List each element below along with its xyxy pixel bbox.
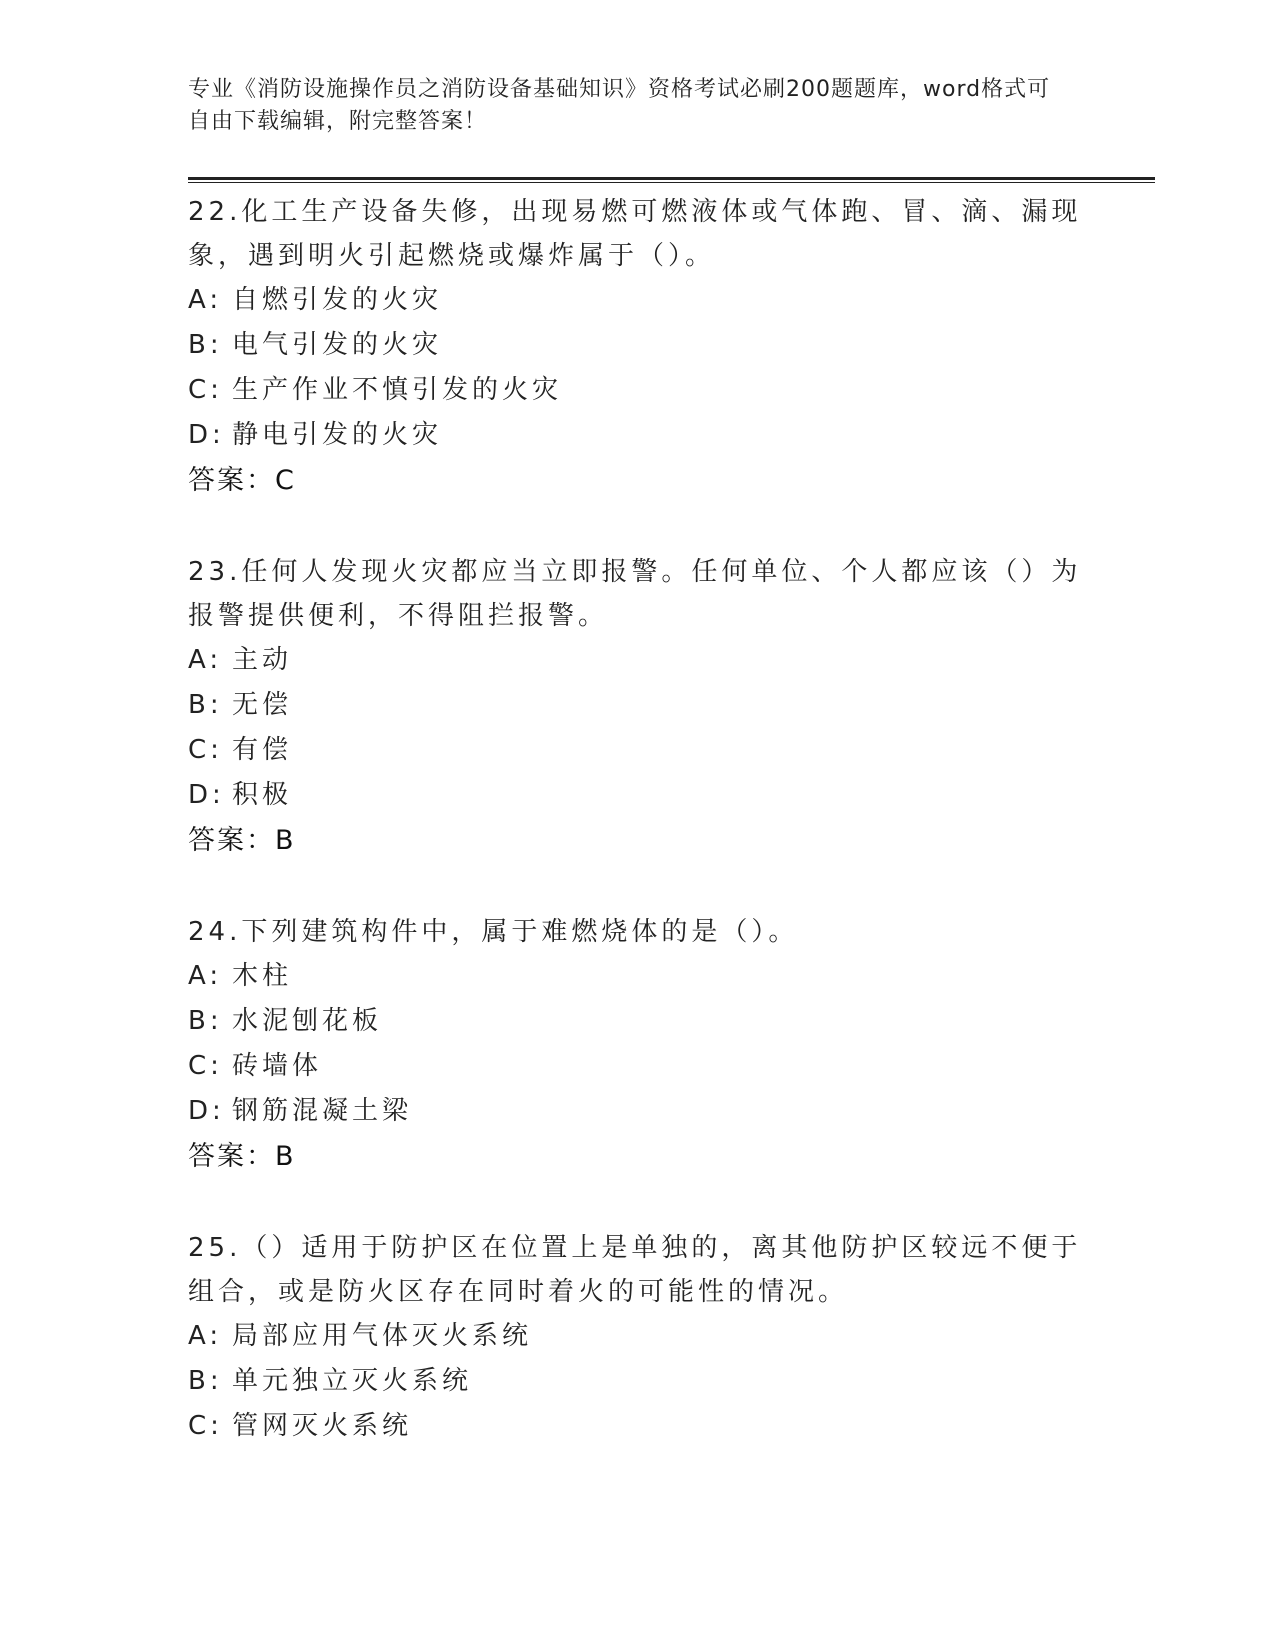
option-letter: A: — [188, 645, 223, 675]
option-letter: C: — [188, 375, 223, 405]
option-c — [188, 728, 1088, 773]
option-text: 单元独立灭火系统 — [232, 1366, 473, 1396]
option-d — [188, 773, 1088, 818]
question-stem: 23.任何人发现火灾都应当立即报警。任何单位、个人都应该（）为报警提供便利，不得阻拦报警。 — [188, 557, 1082, 631]
option-text: 有偿 — [232, 735, 293, 765]
question-stem: 22.化工生产设备失修，出现易燃可燃液体或气体跑、冒、滴、漏现象，遇到明火引起燃烧或爆炸属于（）。 — [188, 197, 1082, 271]
option-letter: D: — [188, 1096, 225, 1126]
header-rule-thin — [188, 182, 1155, 183]
option-text: 积极 — [232, 780, 293, 810]
option-text: 生产作业不慎引发的火灾 — [232, 375, 563, 405]
option-c — [188, 1044, 1088, 1089]
answer-line: 答案：B — [188, 1141, 296, 1172]
option-letter: B: — [188, 1006, 223, 1036]
question-stem: 25.（）适用于防护区在位置上是单独的，离其他防护区较远不便于组合，或是防火区存在同时着火的可能性的情况。 — [188, 1233, 1082, 1307]
option-letter: D: — [188, 420, 225, 450]
option-letter: C: — [188, 1411, 223, 1441]
option-b — [188, 1359, 1088, 1404]
option-letter: C: — [188, 735, 223, 765]
question-24 — [188, 910, 1088, 1180]
option-text: 木柱 — [232, 961, 293, 991]
option-text: 主动 — [232, 645, 293, 675]
option-a — [188, 278, 1088, 323]
option-d — [188, 413, 1088, 458]
option-c — [188, 368, 1088, 413]
option-letter: A: — [188, 961, 223, 991]
option-a — [188, 1314, 1088, 1359]
document-header: 专业《消防设施操作员之消防设备基础知识》资格考试必刷200题题库，word格式可自由下载编辑，附完整答案！ — [188, 77, 1051, 134]
answer-line: 答案：C — [188, 465, 296, 496]
answer-line: 答案：B — [188, 825, 296, 856]
option-b — [188, 999, 1088, 1044]
option-a — [188, 954, 1088, 999]
option-letter: B: — [188, 330, 223, 360]
option-text: 无偿 — [232, 690, 293, 720]
option-letter: B: — [188, 1366, 223, 1396]
option-text: 管网灭火系统 — [232, 1411, 413, 1441]
option-text: 静电引发的火灾 — [232, 420, 443, 450]
option-text: 自燃引发的火灾 — [232, 285, 443, 315]
question-25 — [188, 1226, 1088, 1449]
option-letter: C: — [188, 1051, 223, 1081]
question-list — [188, 190, 1088, 1449]
option-text: 局部应用气体灭火系统 — [232, 1321, 533, 1351]
question-23 — [188, 550, 1088, 864]
option-text: 砖墙体 — [232, 1051, 323, 1081]
option-letter: B: — [188, 690, 223, 720]
option-letter: A: — [188, 1321, 223, 1351]
option-b — [188, 323, 1088, 368]
option-a — [188, 638, 1088, 683]
option-letter: D: — [188, 780, 225, 810]
option-c — [188, 1404, 1088, 1449]
option-d — [188, 1089, 1088, 1134]
option-text: 钢筋混凝土梁 — [232, 1096, 413, 1126]
option-text: 电气引发的火灾 — [232, 330, 443, 360]
question-22 — [188, 190, 1088, 504]
question-stem: 24.下列建筑构件中，属于难燃烧体的是（）。 — [188, 917, 799, 947]
option-letter: A: — [188, 285, 223, 315]
header-rule-thick — [188, 177, 1155, 180]
option-text: 水泥刨花板 — [232, 1006, 383, 1036]
option-b — [188, 683, 1088, 728]
